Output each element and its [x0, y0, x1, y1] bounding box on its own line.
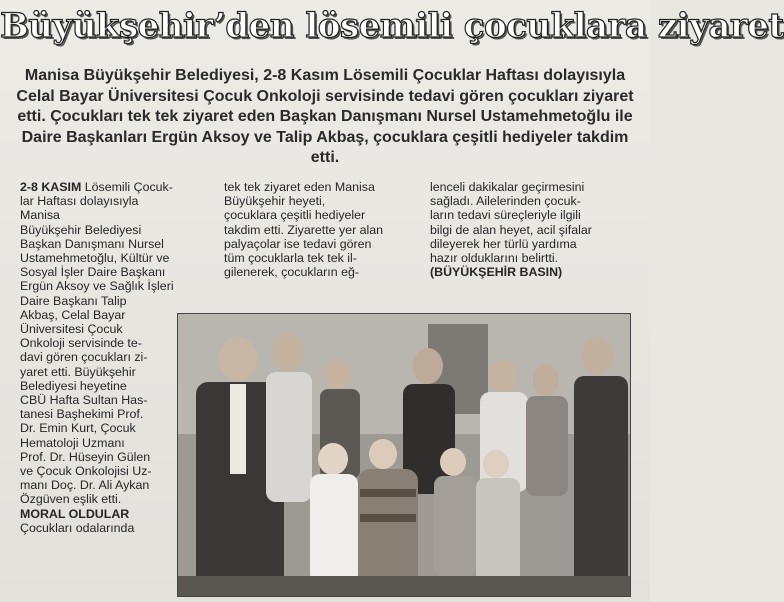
col1-text: Lösemili Çocuk- lar Haftası dolayısıyla Manisa Büyükşehir Belediyesi Başkan Danışmanı Nursel Ustamehmetoğlu, Kültür ve Sosyal İşler Daire Başkanı Ergün Aksoy ve Sağlık İşleri Daire Başkanı Talip Akbaş, Celal Bayar Üniversitesi Çocuk Onkoloji servisinde te- davi gören çocukları zi- yaret etti. Büyükşehir Belediyesi heyetine CBÜ Hafta Sultan Has- tanesi Başhekimi Prof. Dr. Emin Kurt, Çocuk Hematoloji Uzmanı Prof. Dr. Hüseyin Gülen ve Çocuk Onkolojisi Uz- manı Doç. Dr. Ali Aykan Özgüven eşlik etti. — [20, 180, 174, 507]
body-column-1 — [20, 180, 180, 535]
col1-continued: Çocukları odalarında — [20, 520, 135, 535]
photo-credit: (BÜYÜKŞEHİR BASIN) — [430, 265, 563, 280]
dateline: 2-8 KASIM — [20, 180, 82, 194]
body-column-2: tek tek ziyaret eden Manisa Büyükşehir heyeti, çocuklara çeşitli hediyeler takdim etti. Ziyarette yer alan palyaçolar ise tedavi gören tüm çocuklarla tek tek il- gilenerek, çocukların eğ- — [224, 180, 384, 280]
group-photo-illustration — [178, 314, 630, 596]
group-photo — [177, 313, 631, 597]
col3-text: lenceli dakikalar geçirmesini sağladı. Ailelerinden çocuk- ların tedavi süreçleriyle ilgili bilgi de alan heyet, acil şifalar dileyerek her türlü yardıma hazır olduklarını belirtti. — [430, 180, 592, 266]
body-column-3 — [430, 180, 635, 279]
headline: Büyükşehir’den lösemili çocuklara ziyaret — [0, 6, 784, 46]
lead-paragraph: Manisa Büyükşehir Belediyesi, 2-8 Kasım Lösemili Çocuklar Haftası dolayısıyla Celal Bayar Üniversitesi Çocuk Onkoloji servisinde tedavi gören çocukları ziyaret etti. Çocukları tek tek ziyaret eden Başkan Danışmanı Nursel Ustamehmetoğlu ile Daire Başkanları Ergün Aksoy ve Talip Akbaş, çocuklara çeşitli hediyeler takdim etti. — [16, 67, 634, 166]
subheading: MORAL OLDULAR — [20, 506, 130, 521]
